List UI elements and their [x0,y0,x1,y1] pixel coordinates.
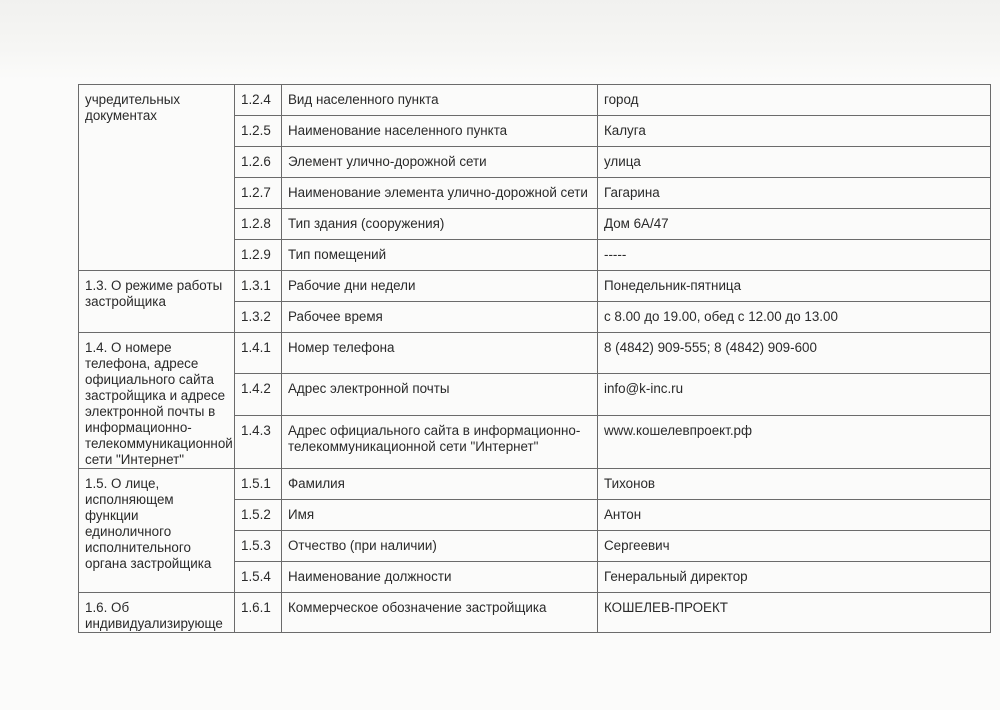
table-row [79,593,991,633]
row-label: Наименование должности [282,562,598,593]
row-number: 1.5.4 [235,562,282,593]
row-number: 1.3.2 [235,302,282,333]
row-value: 8 (4842) 909-555; 8 (4842) 909-600 [598,333,991,374]
row-value: Калуга [598,116,991,147]
row-label: Отчество (при наличии) [282,531,598,562]
row-value: Понедельник-пятница [598,271,991,302]
row-label: Тип здания (сооружения) [282,209,598,240]
section-title: учредительных документах [79,85,235,271]
row-value: Дом 6А/47 [598,209,991,240]
row-number: 1.2.4 [235,85,282,116]
section-title: 1.3. О режиме работы застройщика [79,271,235,333]
row-value: Гагарина [598,178,991,209]
row-value: Антон [598,500,991,531]
row-label: Элемент улично-дорожной сети [282,147,598,178]
section-title: 1.4. О номере телефона, адресе официального сайта застройщика и адресе электронной почты в информационно-телекоммуникационной сети "Интернет" [79,333,235,469]
row-value: Сергеевич [598,531,991,562]
row-number: 1.6.1 [235,593,282,633]
row-value: Генеральный директор [598,562,991,593]
row-label: Наименование элемента улично-дорожной сети [282,178,598,209]
row-number: 1.5.1 [235,469,282,500]
row-label: Коммерческое обозначение застройщика [282,593,598,633]
row-number: 1.4.1 [235,333,282,374]
table-row [79,85,991,116]
row-number: 1.2.8 [235,209,282,240]
row-number: 1.4.3 [235,415,282,468]
row-label: Фамилия [282,469,598,500]
row-value: КОШЕЛЕВ-ПРОЕКТ [598,593,991,633]
row-label: Адрес электронной почты [282,374,598,415]
row-value: улица [598,147,991,178]
row-value: info@k-inc.ru [598,374,991,415]
row-number: 1.2.5 [235,116,282,147]
row-label: Вид населенного пункта [282,85,598,116]
row-number: 1.5.2 [235,500,282,531]
row-number: 1.2.7 [235,178,282,209]
section-title: 1.6. Об индивидуализирующе [79,593,235,633]
row-number: 1.3.1 [235,271,282,302]
row-label: Наименование населенного пункта [282,116,598,147]
row-value: город [598,85,991,116]
row-number: 1.2.9 [235,240,282,271]
row-number: 1.5.3 [235,531,282,562]
row-value: www.кошелевпроект.рф [598,415,991,468]
row-number: 1.2.6 [235,147,282,178]
row-label: Номер телефона [282,333,598,374]
table-row [79,469,991,500]
table-row [79,333,991,374]
row-label: Тип помещений [282,240,598,271]
row-number: 1.4.2 [235,374,282,415]
row-label: Рабочие дни недели [282,271,598,302]
table-row [79,271,991,302]
developer-info-table [78,84,991,633]
row-label: Имя [282,500,598,531]
row-value: ----- [598,240,991,271]
row-value: Тихонов [598,469,991,500]
section-title: 1.5. О лице, исполняющем функции единоличного исполнительного органа застройщика [79,469,235,593]
row-label: Адрес официального сайта в информационно-телекоммуникационной сети "Интернет" [282,415,598,468]
scan-shading [0,0,1000,80]
row-value: с 8.00 до 19.00, обед с 12.00 до 13.00 [598,302,991,333]
row-label: Рабочее время [282,302,598,333]
